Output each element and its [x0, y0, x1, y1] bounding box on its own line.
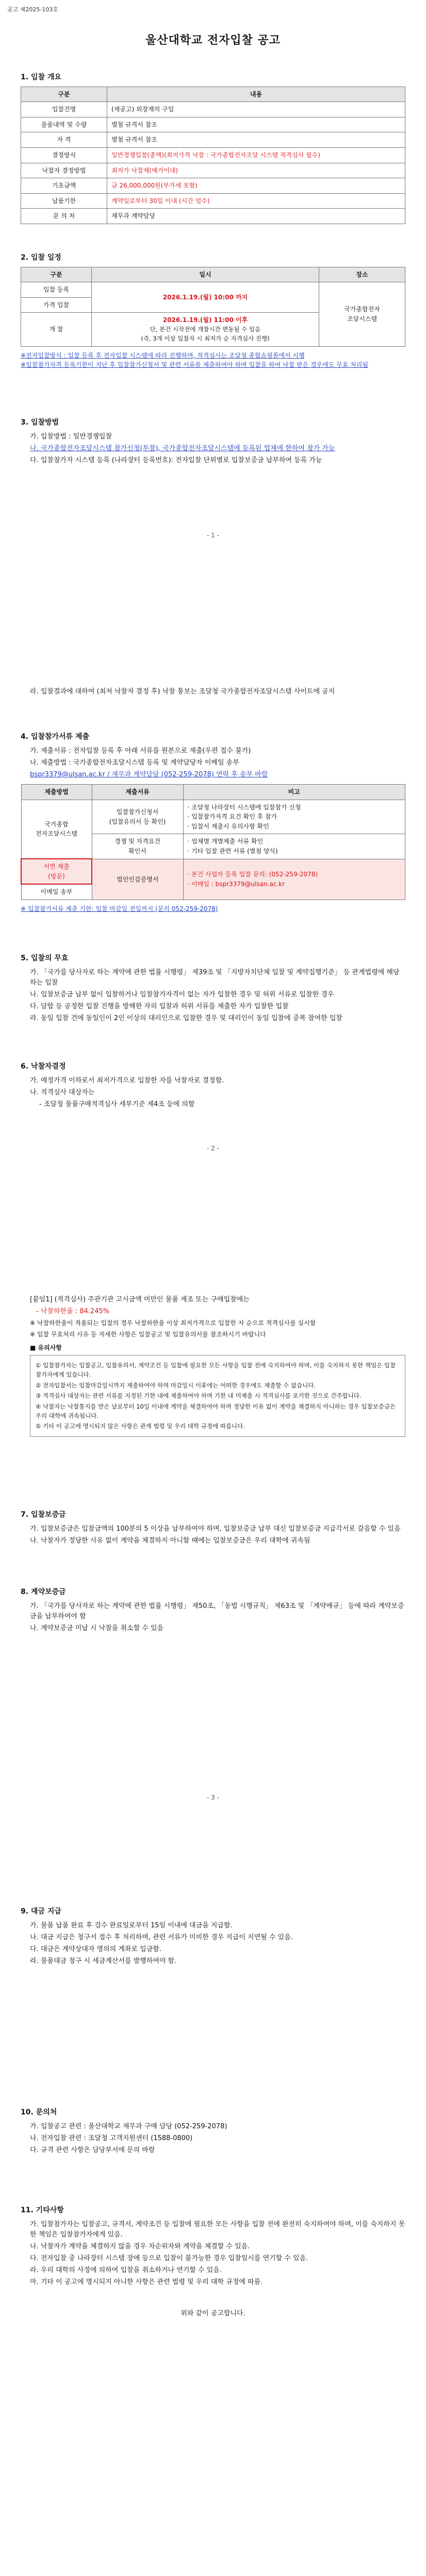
- row-place: 국가종합전자 조달시스템: [319, 282, 405, 346]
- list-item: 가. 제출서류 : 전자입찰 등록 후 아래 서류를 원본으로 제출(우편 접수 불가): [30, 747, 251, 755]
- list-item: 가. 입찰공고 관련 : 울산대학교 재무과 구매 담당 (052-259-2078): [30, 2122, 227, 2130]
- notice-number: 공고 제2025-103호: [7, 6, 58, 13]
- section-heading: 3. 입찰방법: [21, 418, 59, 427]
- row-label: 낙찰자 결정방법: [21, 163, 107, 178]
- row-label: 국가종합 전자조달시스템: [21, 800, 92, 859]
- list-item: 다. 담합 등 공정한 입찰 진행을 방해한 자의 입찰과 허위 서류를 제출한 자가 입찰한 입찰: [30, 1003, 289, 1011]
- row-value: 재무과 계약담당: [107, 209, 405, 224]
- row-label: 물품내역 및 수량: [21, 117, 107, 132]
- documents-note: ※ 입찰참가서류 제출 기한: 입찰 마감일 전일까지 (문의 052-259-2078): [21, 905, 218, 912]
- detail-sub: - 낙찰하한율 : 84.245%: [36, 1308, 110, 1316]
- row-label: 입찰 등록: [21, 282, 92, 298]
- row-label: 자 격: [21, 132, 107, 148]
- list-item: 나. 낙찰자가 정당한 사유 없이 계약을 체결하지 아니할 때에는 입찰보증금은 우리 대학에 귀속됨: [30, 1536, 310, 1545]
- list-item: 다. 대금은 계약상대자 명의의 계좌로 입금함.: [30, 1945, 161, 1953]
- list-item: 다. 전자입찰 중 나라장터 시스템 장애 등으로 입찰이 불가능한 경우 입찰일시를 연기할 수 있음.: [30, 2255, 308, 2263]
- list-item: 가. 「국가를 당사자로 하는 계약에 관한 법률 시행령」 제39조 및 「지방자치단체 입찰 및 계약집행기준」 등 관계법령에 해당하는 입찰: [30, 968, 400, 987]
- row-doc: 법인인감증명서: [92, 859, 183, 900]
- row-label: 납품기한: [21, 193, 107, 209]
- col-header: 장소: [319, 267, 405, 282]
- col-header: 구분: [21, 87, 107, 102]
- row-value: 최저가 낙찰제(예가이내): [107, 163, 405, 178]
- overview-table: [21, 87, 405, 224]
- section-heading: 6. 낙찰자결정: [21, 1062, 66, 1071]
- list-item: 나. 적격심사 대상자는: [30, 1088, 95, 1096]
- row-label: 입찰건명: [21, 102, 107, 117]
- list-item: 나. 계약보증금 미납 시 낙찰을 취소할 수 있음: [30, 1624, 164, 1632]
- row-value: 별첨 규격서 참조: [107, 132, 405, 148]
- row-doc: 경쟁 및 자격요건 확인서: [92, 834, 183, 859]
- list-item: 라. 우리 대학의 사정에 의하여 입찰을 취소하거나 연기할 수 있음.: [30, 2266, 222, 2275]
- list-item: 나. 입찰보증금 납부 없이 입찰하거나 입찰참가자격이 없는 자가 입찰한 경우 및 허위 서류로 입찰한 경우: [30, 990, 334, 998]
- section-method-cont: [21, 685, 405, 699]
- row-value: (재공고) 외장재의 구입: [107, 102, 405, 117]
- schedule-note: ※입찰참가자격 등록기한이 지난 후 입찰참가신청서 및 관련 서류를 제출하여야 하며 입찰을 하여 낙찰 받은 경우에도 무효 처리됨: [21, 361, 368, 369]
- list-item: 다. 규격 관련 사항은 담당부서에 문의 바람: [30, 2146, 155, 2154]
- list-item: 가. 입찰보증금은 입찰금액의 100분의 5 이상을 납부하여야 하며, 입찰보증금 납부 대신 입찰보증금 지급각서로 갈음할 수 있음: [30, 1524, 401, 1533]
- section-payment: [21, 1906, 405, 1968]
- row-value: 2026.1.19.(월) 10:00 까지: [92, 282, 319, 313]
- section-contact: [21, 2107, 405, 2157]
- section-documents: [21, 732, 405, 914]
- section-bid-bond: [21, 1510, 405, 1548]
- section-award: [21, 1061, 405, 1111]
- list-item: 가. 물품 납품 완료 후 검수 완료일로부터 15일 이내에 대금을 지급함.: [30, 1921, 233, 1929]
- notice-item: ① 입찰참가자는 입찰공고, 입찰유의서, 계약조건 등 입찰에 필요한 모든 사항을 입찰 전에 숙지하여야 하며, 이를 숙지하지 못한 책임은 입찰참가자에게 있습니다.: [36, 1362, 396, 1379]
- row-value: 2026.1.19.(월) 11:00 이후: [162, 316, 248, 324]
- col-header: 비고: [183, 785, 405, 800]
- detail-line: ※ 낙찰하한율이 적용되는 입찰의 경우 낙찰하한율 이상 최저가격으로 입찰한 자 순으로 적격심사를 실시함: [30, 1319, 316, 1327]
- col-header: 제출서류: [92, 785, 183, 800]
- row-doc: 입찰참가신청서 (입찰유의서 등 확인): [92, 800, 183, 834]
- page-number: - 3 -: [207, 1794, 219, 1801]
- notice-item: ⑤ 기타 이 공고에 명시되지 않은 사항은 관계 법령 및 우리 대학 규정에 따릅니다.: [36, 1422, 245, 1430]
- email-link[interactable]: bspr3379@ulsan.ac.kr / 재무과 계약담당 (052-259-2078) 연락 후 송부 바람: [30, 770, 268, 778]
- list-item: 나. 전자입찰 관련 : 조달청 고객지원센터 (1588-0800): [30, 2134, 193, 2142]
- section-heading: 9. 대금 지급: [21, 1907, 61, 1916]
- row-note: · 본건 사업자 등록 입찰 문의: (052-259-2078) · 이메일 : bspr3379@ulsan.ac.kr: [183, 859, 405, 900]
- section-heading: 4. 입찰참가서류 제출: [21, 733, 89, 741]
- row-label: 결정방식: [21, 148, 107, 163]
- col-header: 일시: [92, 267, 319, 282]
- page-title: 울산대학교 전자입찰 공고: [145, 34, 281, 47]
- section-schedule: [21, 252, 405, 370]
- section-heading: 8. 계약보증금: [21, 1588, 66, 1596]
- row-note: · 조달청 나라장터 시스템에 입찰참가 신청 · 입찰참가자격 요건 확인 후 참가 · 입찰서 제출시 유의사항 확인: [183, 800, 405, 834]
- row-label: 개 찰: [21, 313, 92, 346]
- list-item: - 조달청 물품구매적격심사 세부기준 제4조 등에 의함: [39, 1100, 195, 1108]
- section-heading: 5. 입찰의 무효: [21, 954, 69, 962]
- open-note: 단, 본건 시작전에 개찰시간 변동될 수 있음 (즉, 3개 이상 입찰자 시 최저가 순 자격심사 진행): [141, 326, 270, 342]
- section-misc: [21, 2205, 405, 2319]
- row-note: · 업체별 개별제출 서류 확인 · 기타 입찰 관련 서류 (별첨 양식): [183, 834, 405, 859]
- row-label: 기초금액: [21, 178, 107, 194]
- list-item: 가. 입찰방법 : 일반경쟁입찰: [30, 432, 112, 440]
- notice-item: ④ 낙찰자는 낙찰통지를 받은 날로부터 10일 이내에 계약을 체결하여야 하며 정당한 이유 없이 계약을 체결하지 아니하는 경우 입찰보증금은 우리 대학에 귀속됩니다.: [36, 1402, 396, 1420]
- closing-text: 위와 같이 공고합니다.: [181, 2309, 245, 2317]
- col-header: 구분: [21, 267, 92, 282]
- detail-line: ※ 입찰 무효처리 사유 등 자세한 사항은 입찰공고 및 입찰유의서를 참조하시기 바랍니다: [30, 1330, 266, 1338]
- col-header: 제출방법: [21, 785, 92, 800]
- row-value: 금 26,000,000원(부가세 포함): [107, 178, 405, 194]
- section-invalid: [21, 953, 405, 1025]
- section-heading: 7. 입찰보증금: [21, 1511, 66, 1519]
- row-label: 이메일 송부: [21, 884, 92, 900]
- list-item: 나. 대금 지급은 청구서 접수 후 처리하며, 관련 서류가 미비한 경우 지급이 지연될 수 있음.: [30, 1933, 293, 1941]
- section-method: [21, 417, 405, 467]
- row-label: 서면 제출 (방문): [21, 859, 92, 884]
- section-heading: 1. 입찰 개요: [21, 73, 61, 81]
- list-item: 나. 낙찰자가 계약을 체결하지 않을 경우 차순위자와 계약을 체결할 수 있음.: [30, 2242, 250, 2250]
- row-value: 일반경쟁입찰(총액)(최저가격 낙찰 : 국가종합전자조달 시스템 적격심사 필수): [107, 148, 405, 163]
- list-item: 다. 입찰참가자 시스템 등록 (나라장터 등록번호): 전자입찰 단위별로 입찰보증금 납부하여 등록 가능: [30, 456, 322, 464]
- list-item: 라. 물품대금 청구 시 세금계산서를 발행하여야 함.: [30, 1957, 177, 1965]
- list-item: 가. 「국가를 당사자로 하는 계약에 관한 법률 시행령」 제50조, 「동법 시행규칙」 제63조 및 「계약예규」 등에 따라 계약보증금을 납부하여야 함: [30, 1602, 404, 1620]
- row-value: 계약일로부터 30일 이내 (시간 엄수): [107, 193, 405, 209]
- row-value: 별첨 규격서 참조: [107, 117, 405, 132]
- section-heading: 11. 기타사항: [21, 2206, 64, 2214]
- section-overview: [21, 72, 405, 224]
- list-item: 라. 동일 입찰 건에 동일인이 2인 이상의 대리인으로 입찰한 경우 및 대리인이 동일 입찰에 중복 참여한 입찰: [30, 1014, 342, 1023]
- list-item: 가. 입찰참가자는 입찰공고, 규격서, 계약조건 등 입찰에 필요한 모든 사항을 입찰 전에 완전히 숙지하여야 하며, 이를 숙지하지 못한 책임은 입찰참가자에게 있음.: [30, 2220, 405, 2239]
- section-heading: 10. 문의처: [21, 2108, 57, 2116]
- notice-item: ③ 적격심사 대상자는 관련 서류를 지정된 기한 내에 제출하여야 하며 기한 내 미제출 시 적격심사를 포기한 것으로 간주합니다.: [36, 1392, 362, 1400]
- col-header: 내용: [107, 87, 405, 102]
- notice-box-title: ■ 유의사항: [30, 1344, 62, 1352]
- section-heading: 2. 입찰 일정: [21, 253, 61, 262]
- row-label: 문 의 처: [21, 209, 107, 224]
- documents-table: [21, 784, 405, 900]
- notice-item: ② 전자입찰서는 입찰마감일시까지 제출하여야 하며 마감일시 이후에는 어떠한 경우에도 제출할 수 없습니다.: [36, 1381, 316, 1389]
- page-number: - 2 -: [207, 1145, 219, 1152]
- section-contract-bond: [21, 1587, 405, 1635]
- list-item: 가. 예정가격 이하로서 최저가격으로 입찰한 자를 낙찰자로 결정함.: [30, 1076, 224, 1084]
- section-award-detail: [21, 1293, 405, 1437]
- detail-intro: [붙임1] (적격심사) 주관기관 고시금액 미만인 물품 제조 또는 구매입찰에는: [30, 1296, 250, 1303]
- list-item: 마. 기타 이 공고에 명시되지 아니한 사항은 관련 법령 및 우리 대학 규정에 따름.: [30, 2278, 263, 2286]
- list-item: 나. 제출방법 : 국가종합전자조달시스템 등록 및 계약담당자 이메일 송부: [30, 758, 239, 767]
- notice-box: [30, 1355, 405, 1437]
- page-number: - 1 -: [207, 532, 219, 539]
- list-item: 라. 입찰결과에 대하여 (최저 낙찰자 결정 후) 낙찰 통보는 조달청 국가종합전자조달시스템 사이트에 공지: [30, 688, 335, 696]
- schedule-table: [21, 267, 405, 347]
- row-label: 가격 입찰: [21, 297, 92, 313]
- schedule-note: ※전자입찰방식 : 입찰 등록 후 전자입찰 시스템에 따라 진행하며, 적격심사는 조달청 종합쇼핑몰에서 시행: [21, 351, 305, 359]
- list-item: 나. 국가종합전자조달시스템 참가신청(투찰), 국가종합전자조달시스템에 등록된 업체에 한하여 참가 가능: [30, 444, 335, 452]
